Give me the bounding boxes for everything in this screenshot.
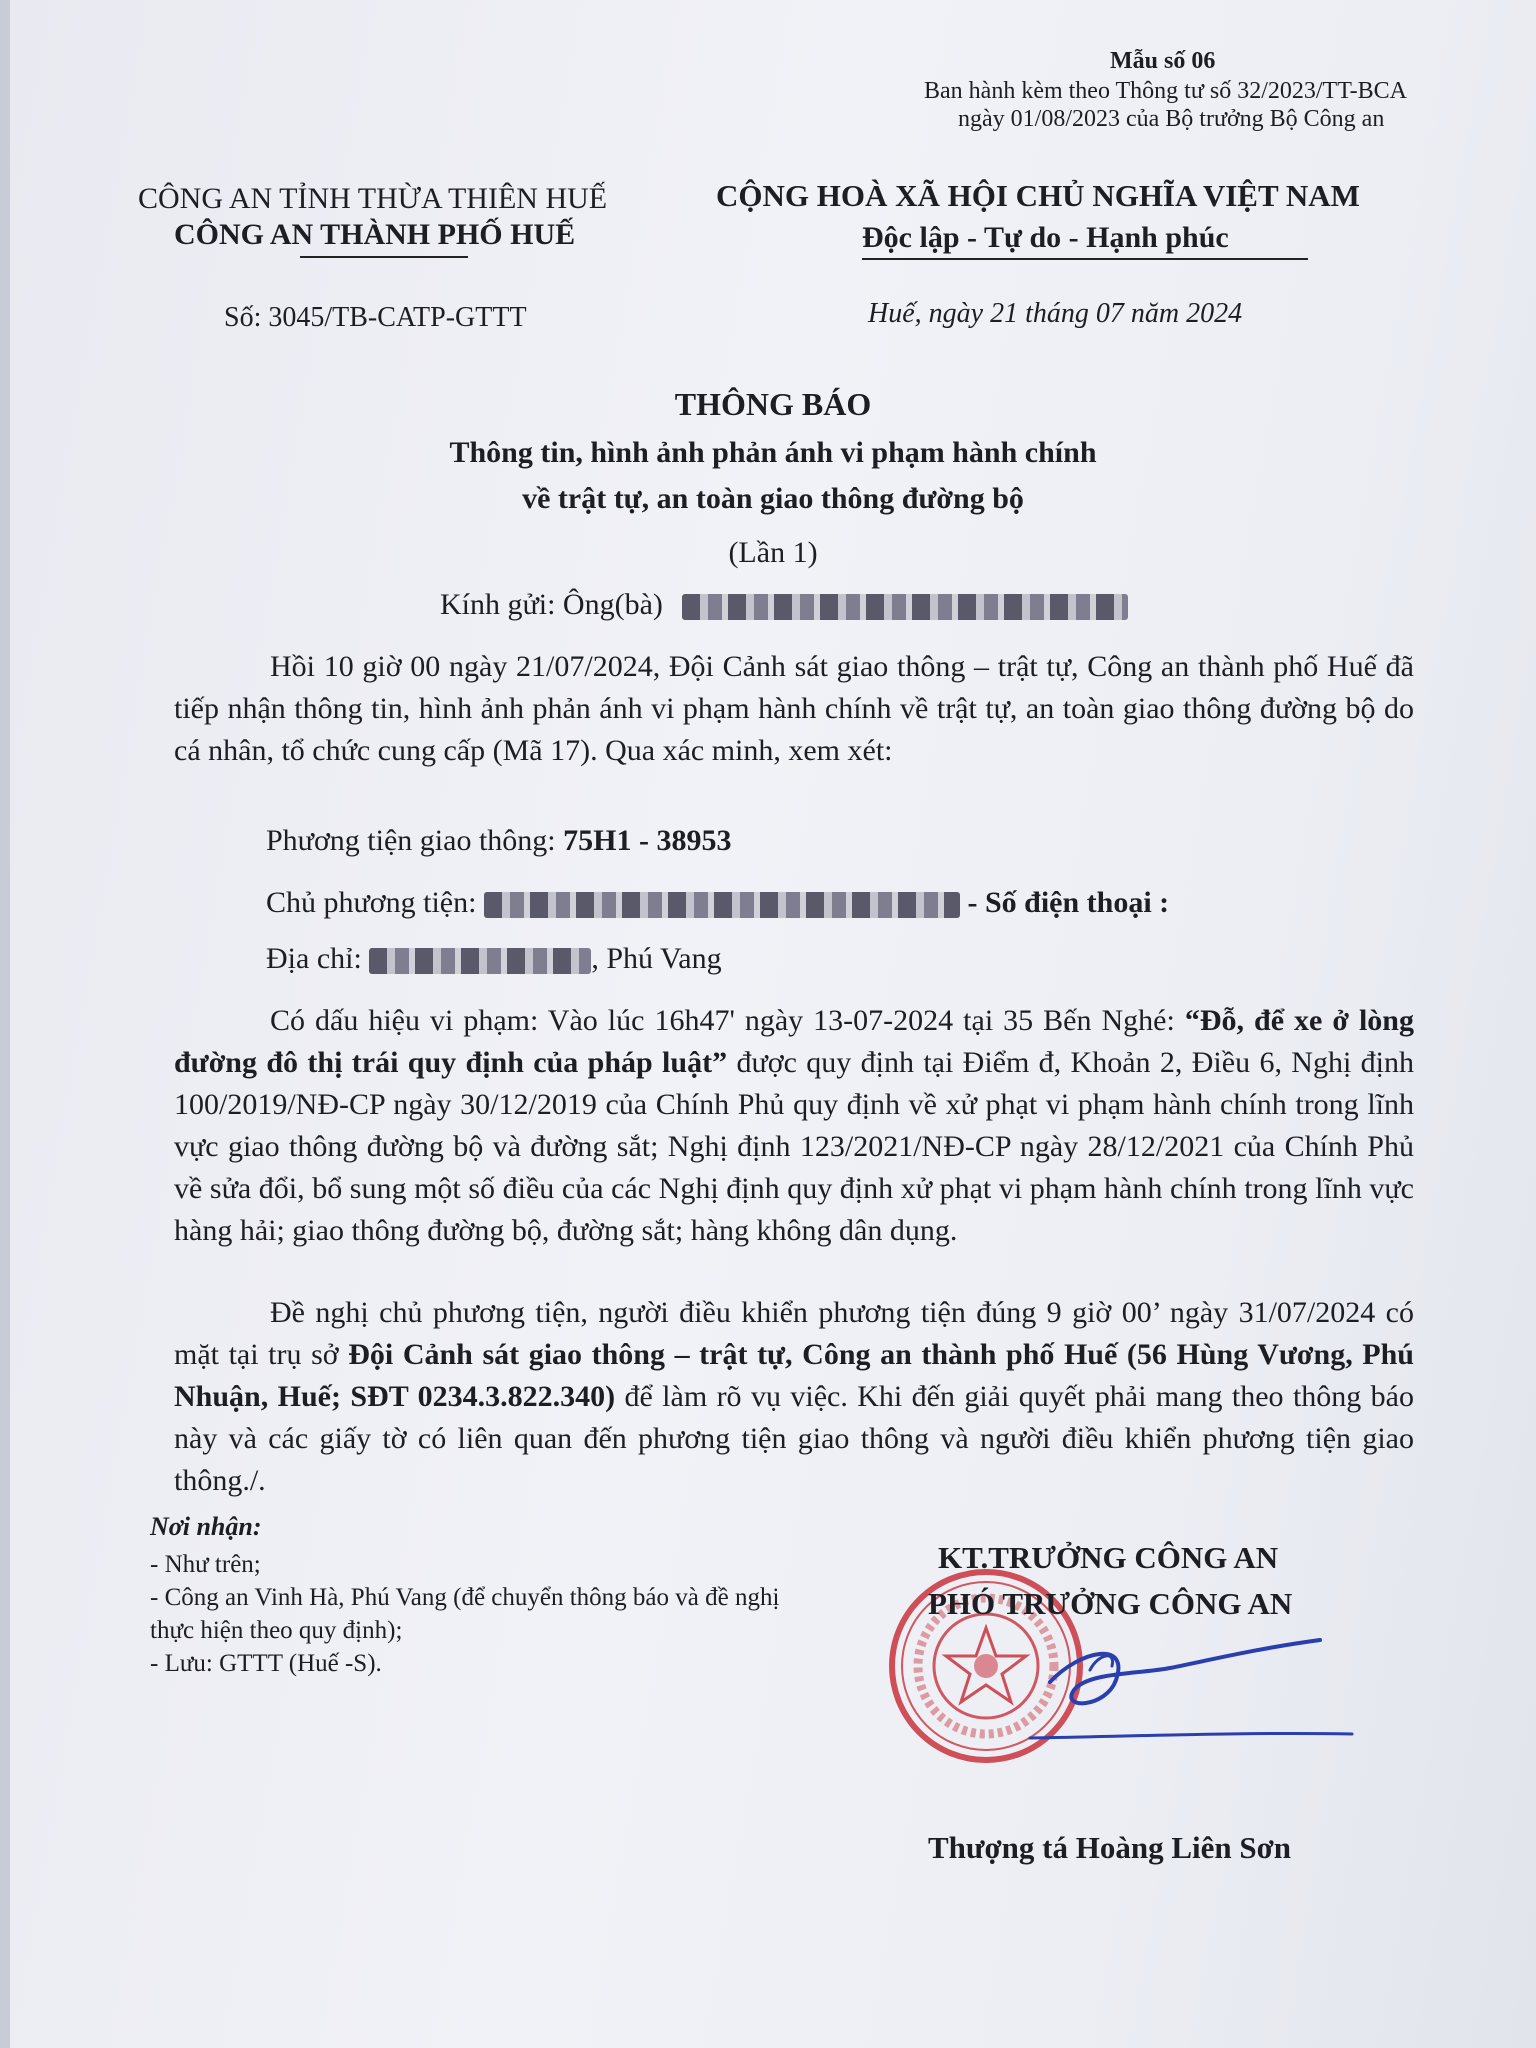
- motto-underline: [862, 258, 1308, 260]
- signatory-role-line-1: KT.TRƯỞNG CÔNG AN: [938, 1540, 1279, 1575]
- redacted-owner: [484, 892, 960, 918]
- violation-text: [174, 1000, 1414, 1252]
- recipient-item: - Công an Vinh Hà, Phú Vang (để chuyển thông báo và đề nghị thực hiện theo quy định);: [150, 1584, 780, 1644]
- redacted-name: [682, 594, 1128, 620]
- address-line: [266, 942, 722, 976]
- form-issued-line-1: Ban hành kèm theo Thông tư số 32/2023/TT-BCA: [924, 78, 1407, 104]
- intro-text: Hồi 10 giờ 00 ngày 21/07/2024, Đội Cảnh sát giao thông – trật tự, Công an thành phố Huế đã tiếp nhận thông tin, hình ảnh phản ánh vi phạm hành chính về trật tự, an toàn giao thông đường bộ do cá nhân, tổ chức cung cấp (Mã 17). Qua xác minh, xem xét:: [174, 650, 1414, 767]
- intro-paragraph: [174, 646, 1414, 772]
- owner-line: [266, 886, 1169, 920]
- agency-underline: [300, 256, 468, 258]
- vehicle-line: [266, 824, 731, 858]
- document-subtitle-1: Thông tin, hình ảnh phản ánh vi phạm hành chính: [449, 436, 1097, 469]
- document-page: [10, 0, 1536, 2048]
- agency-parent: CÔNG AN TỈNH THỪA THIÊN HUẾ: [138, 182, 608, 215]
- address-suffix: , Phú Vang: [591, 942, 722, 975]
- recipients-title: Nơi nhận:: [150, 1512, 262, 1541]
- request-rest: để làm rõ vụ việc. Khi đến giải quyết phải mang theo thông báo này và các giấy tờ có liên quan đến phương tiện giao thông và người điều khiển phương tiện giao thông./.: [174, 1380, 1414, 1497]
- recipients-list: [150, 1548, 790, 1680]
- violation-lead: Có dấu hiệu vi phạm: Vào lúc 16h47' ngày 13-07-2024 tại 35 Bến Nghé:: [270, 1004, 1185, 1037]
- form-issued-line-2: ngày 01/08/2023 của Bộ trưởng Bộ Công an: [958, 106, 1385, 132]
- signatory-role-line-2: PHÓ TRƯỞNG CÔNG AN: [928, 1586, 1293, 1621]
- attempt-number: (Lần 1): [728, 536, 818, 569]
- form-number: Mẫu số 06: [1110, 48, 1216, 74]
- recipient-item: - Như trên;: [150, 1551, 261, 1578]
- recipient-item: - Lưu: GTTT (Huế -S).: [150, 1650, 382, 1677]
- agency-name: CÔNG AN THÀNH PHỐ HUẾ: [174, 218, 576, 251]
- document-title: THÔNG BÁO: [674, 386, 872, 422]
- national-motto: Độc lập - Tự do - Hạnh phúc: [862, 221, 1229, 254]
- violation-paragraph: [174, 1000, 1414, 1252]
- violation-description: “Đỗ, để xe ở lòng đường đô thị trái quy định của pháp luật”: [174, 1004, 1414, 1079]
- redacted-address: [369, 948, 591, 974]
- request-paragraph: [174, 1292, 1414, 1502]
- document-number: Số: 3045/TB-CATP-GTTT: [224, 302, 527, 333]
- violation-legal-basis: được quy định tại Điểm đ, Khoản 2, Điều 6, Nghị định 100/2019/NĐ-CP ngày 30/12/2019 của Chính Phủ quy định về xử phạt vi phạm hành chính trong lĩnh vực giao thông đường bộ và đường sắt; Nghị định 123/2021/NĐ-CP ngày 28/12/2021 của Chính Phủ về sửa đổi, bổ sung một số điều của các Nghị định quy định xử phạt vi phạm hành chính trong lĩnh vực hàng hải; giao thông đường bộ, đường sắt; hàng không dân dụng.: [174, 1046, 1415, 1247]
- nation-heading: CỘNG HOÀ XÃ HỘI CHỦ NGHĨA VIỆT NAM: [716, 178, 1360, 213]
- addressee-line: [440, 588, 1128, 622]
- owner-label: Chủ phương tiện:: [266, 886, 484, 919]
- handwritten-signature: [1020, 1610, 1380, 1760]
- request-office: Đội Cảnh sát giao thông – trật tự, Công an thành phố Huế (56 Hùng Vương, Phú Nhuận, Huế; SĐT 0234.3.822.340): [174, 1338, 1414, 1413]
- phone-label: - Số điện thoại :: [967, 886, 1170, 919]
- request-lead: Đề nghị chủ phương tiện, người điều khiển phương tiện đúng 9 giờ 00’ ngày 31/07/2024 có mặt tại trụ sở: [174, 1296, 1414, 1371]
- request-text: [174, 1292, 1414, 1502]
- place-date: Huế, ngày 21 tháng 07 năm 2024: [868, 298, 1243, 329]
- vehicle-label: Phương tiện giao thông:: [266, 824, 564, 857]
- signatory-name: Thượng tá Hoàng Liên Sơn: [928, 1830, 1292, 1865]
- document-subtitle-2: về trật tự, an toàn giao thông đường bộ: [522, 482, 1024, 515]
- vehicle-plate: 75H1 - 38953: [563, 824, 732, 857]
- addressee-label: Kính gửi: Ông(bà): [440, 588, 663, 621]
- address-label: Địa chỉ:: [266, 942, 370, 975]
